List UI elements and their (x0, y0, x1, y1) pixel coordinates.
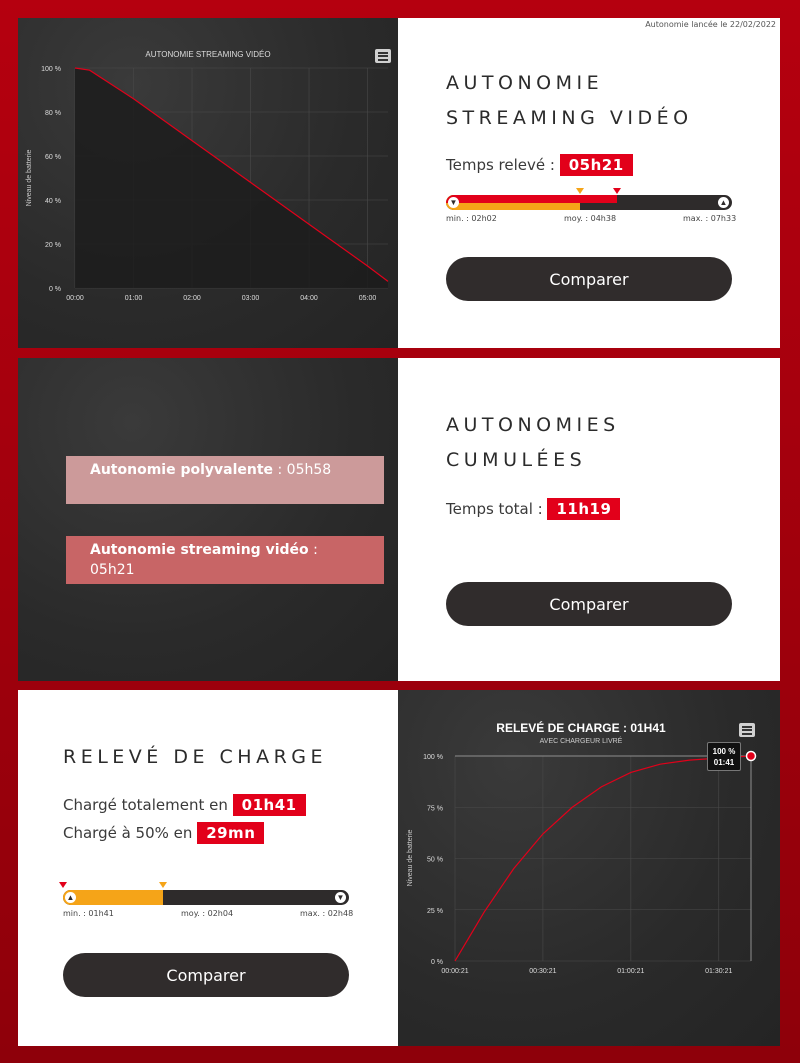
video-time-badge: 05h21 (560, 154, 633, 176)
y-tick-label: 0 % (430, 959, 443, 966)
cumul-total-label: Temps total : (446, 500, 543, 518)
streaming-value: : 05h21 (90, 542, 318, 578)
streaming-label: Autonomie streaming vidéo (90, 542, 309, 558)
charge-full-row (63, 794, 306, 816)
cumul-total-badge: 11h19 (547, 498, 620, 520)
charge-title: RELEVÉ DE CHARGE (63, 746, 327, 768)
x-tick-label: 00:00 (66, 295, 84, 302)
charge-tooltip-pct: 100 % (712, 747, 736, 756)
charge-chart-title-value: 01H41 (630, 721, 666, 735)
video-gauge-avg: moy. : 04h38 (564, 214, 617, 223)
video-title-line1: AUTONOMIE (446, 72, 604, 94)
y-axis-label: Niveau de batterie (26, 149, 33, 207)
charge-tooltip-time: 01:41 (713, 758, 735, 767)
polyvalent-value: : 05h58 (273, 462, 332, 478)
video-time-row (446, 154, 633, 176)
thumbs-up-icon: ▲ (719, 198, 728, 207)
streaming-bar (66, 536, 384, 584)
charge-chart-title-prefix: RELEVÉ DE CHARGE : (496, 721, 631, 735)
cumul-title (446, 408, 620, 478)
video-time-label: Temps relevé : (446, 156, 555, 174)
video-gauge-min: min. : 02h02 (446, 214, 497, 223)
video-title-line2: STREAMING VIDÉO (446, 107, 693, 129)
thumbs-up-icon: ▲ (66, 893, 75, 902)
x-tick-label: 01:30:21 (705, 968, 733, 975)
y-tick-label: 100 % (423, 754, 443, 761)
x-tick-label: 04:00 (300, 295, 318, 302)
hover-point (747, 752, 756, 761)
y-tick-label: 75 % (427, 805, 443, 813)
charge-full-badge: 01h41 (233, 794, 306, 816)
y-tick-label: 25 % (427, 907, 443, 915)
charge-value-marker (59, 882, 67, 888)
video-info-panel (398, 18, 780, 348)
charge-half-badge: 29mn (197, 822, 264, 844)
charge-info-panel (18, 690, 398, 1046)
x-tick-label: 05:00 (358, 295, 377, 302)
polyvalent-bar (66, 456, 384, 504)
avg-marker (576, 188, 584, 194)
x-tick-label: 02:00 (183, 295, 201, 302)
video-gauge-value-fill (446, 195, 617, 203)
charge-avg-marker (159, 882, 167, 888)
x-tick-label: 03:00 (241, 295, 260, 302)
charge-chart-panel (398, 690, 780, 1046)
y-tick-label: 40 % (45, 198, 61, 205)
video-gauge (446, 195, 732, 210)
y-tick-label: 80 % (45, 110, 61, 117)
y-axis-label: Niveau de batterie (407, 829, 414, 887)
video-title (446, 66, 693, 136)
x-tick-label: 01:00:21 (617, 968, 645, 975)
y-tick-label: 0 % (48, 286, 61, 293)
cumul-compare-button[interactable]: Comparer (446, 582, 732, 626)
video-compare-button[interactable]: Comparer (446, 257, 732, 301)
thumbs-down-icon: ▼ (449, 198, 458, 207)
charge-full-label: Chargé totalement en (63, 796, 228, 814)
charge-half-row (63, 822, 264, 844)
x-tick-label: 00:00:21 (441, 968, 469, 975)
cumul-info-panel (398, 358, 780, 681)
video-gauge-max: max. : 07h33 (683, 214, 737, 223)
y-tick-label: 20 % (45, 242, 61, 249)
video-chart-panel (18, 18, 398, 348)
video-chart (18, 18, 398, 348)
value-marker (613, 188, 621, 194)
y-tick-label: 60 % (45, 154, 61, 161)
cumul-bars-panel (18, 358, 398, 681)
charge-gauge-avg-fill (63, 890, 163, 905)
charge-gauge-avg: moy. : 02h04 (181, 909, 234, 918)
charge-chart-subtitle: AVEC CHARGEUR LIVRÉ (539, 738, 623, 745)
charge-tooltip (707, 742, 741, 771)
cumul-total-row (446, 498, 620, 520)
x-tick-label: 00:30:21 (529, 968, 557, 975)
charge-gauge (63, 890, 349, 905)
x-tick-label: 01:00 (124, 295, 143, 302)
video-chart-title: AUTONOMIE STREAMING VIDÉO (145, 50, 271, 59)
charge-gauge-max: max. : 02h48 (300, 909, 354, 918)
cumul-title-line2: CUMULÉES (446, 449, 587, 471)
charge-half-label: Chargé à 50% en (63, 824, 193, 842)
test-date-stamp: Autonomie lancée le 22/02/2022 (645, 20, 776, 29)
polyvalent-label: Autonomie polyvalente (90, 462, 274, 478)
charge-compare-button[interactable]: Comparer (63, 953, 349, 997)
thumbs-down-icon: ▼ (336, 893, 345, 902)
y-tick-label: 50 % (427, 856, 443, 864)
charge-gauge-min: min. : 01h41 (63, 909, 114, 918)
y-tick-label: 100 % (41, 66, 61, 73)
cumul-title-line1: AUTONOMIES (446, 414, 620, 436)
battery-area (75, 68, 388, 288)
